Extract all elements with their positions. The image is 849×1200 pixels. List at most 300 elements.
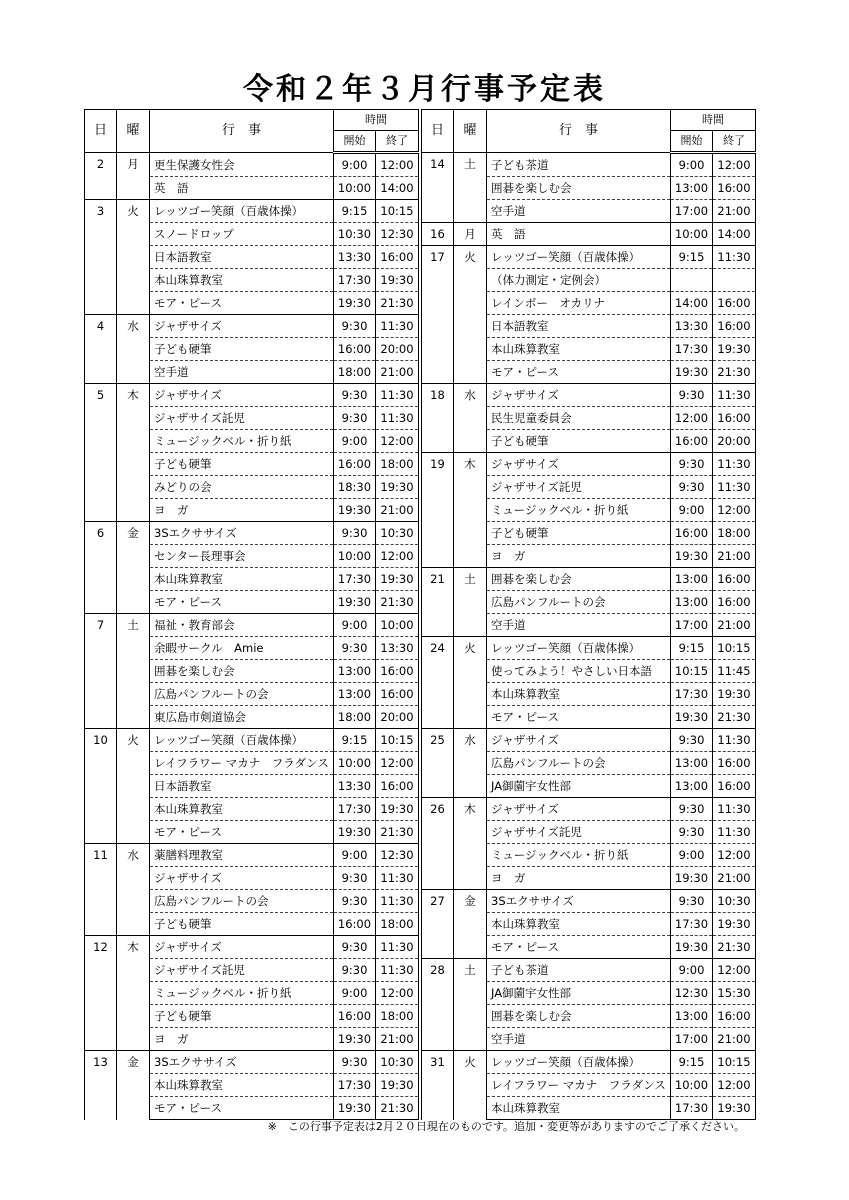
end-time-cell: 21:30 <box>376 821 419 844</box>
end-time-cell: 12:00 <box>376 430 419 453</box>
event-name-cell: 子ども硬筆 <box>487 430 671 453</box>
weekday-cell: 木 <box>454 798 487 890</box>
start-time-cell <box>671 269 713 292</box>
start-time-cell: 13:00 <box>671 177 713 200</box>
start-time-cell: 9:30 <box>334 315 376 338</box>
end-time-cell: 11:30 <box>713 798 756 821</box>
start-time-cell: 12:30 <box>671 982 713 1005</box>
start-time-cell: 9:30 <box>671 890 713 913</box>
start-time-cell: 12:00 <box>671 407 713 430</box>
end-time-cell: 14:00 <box>376 177 419 200</box>
start-time-cell: 16:00 <box>334 913 376 936</box>
end-time-cell: 11:30 <box>713 384 756 407</box>
event-name-cell: モア・ピース <box>487 706 671 729</box>
start-time-cell: 13:00 <box>671 591 713 614</box>
end-time-cell: 10:30 <box>376 522 419 545</box>
start-time-cell: 17:30 <box>671 913 713 936</box>
day-cell: 31 <box>422 1051 454 1120</box>
end-time-cell: 12:00 <box>713 499 756 522</box>
day-cell: 21 <box>422 568 454 637</box>
event-name-cell: モア・ピース <box>150 292 334 315</box>
event-name-cell: ヨ ガ <box>487 545 671 568</box>
start-time-cell: 18:30 <box>334 476 376 499</box>
end-time-cell: 21:00 <box>713 1028 756 1051</box>
weekday-cell: 水 <box>117 315 150 384</box>
start-time-cell: 9:00 <box>334 430 376 453</box>
start-time-cell: 14:00 <box>671 292 713 315</box>
table-row <box>422 384 756 407</box>
event-name-cell: スノードロップ <box>150 223 334 246</box>
table-row <box>422 453 756 476</box>
event-name-cell: 広島パンフルートの会 <box>487 752 671 775</box>
end-time-cell: 12:00 <box>713 959 756 982</box>
start-time-cell: 9:15 <box>671 246 713 269</box>
event-name-cell: 本山珠算教室 <box>150 798 334 821</box>
start-time-cell: 9:00 <box>334 982 376 1005</box>
start-time-cell: 19:30 <box>334 821 376 844</box>
start-time-cell: 9:30 <box>334 522 376 545</box>
day-cell: 2 <box>85 153 117 200</box>
header-event: 行 事 <box>487 110 671 153</box>
start-time-cell: 10:15 <box>671 660 713 683</box>
event-name-cell: 本山珠算教室 <box>487 338 671 361</box>
end-time-cell: 18:00 <box>376 453 419 476</box>
end-time-cell: 21:30 <box>376 1097 419 1120</box>
start-time-cell: 9:30 <box>334 1051 376 1074</box>
event-name-cell: ミュージックベル・折り紙 <box>150 430 334 453</box>
table-row <box>422 729 756 752</box>
start-time-cell: 17:30 <box>671 683 713 706</box>
end-time-cell: 12:30 <box>376 844 419 867</box>
weekday-cell: 土 <box>454 153 487 223</box>
end-time-cell: 16:00 <box>713 775 756 798</box>
event-name-cell: 本山珠算教室 <box>150 1074 334 1097</box>
table-row <box>85 614 419 637</box>
day-cell: 18 <box>422 384 454 453</box>
start-time-cell: 19:30 <box>334 591 376 614</box>
header-weekday: 曜 <box>117 110 150 153</box>
start-time-cell: 19:30 <box>671 867 713 890</box>
end-time-cell: 19:30 <box>713 913 756 936</box>
start-time-cell: 9:00 <box>334 844 376 867</box>
day-cell: 19 <box>422 453 454 568</box>
event-name-cell: 子ども硬筆 <box>150 338 334 361</box>
end-time-cell: 21:30 <box>376 591 419 614</box>
end-time-cell: 10:30 <box>376 1051 419 1074</box>
start-time-cell: 16:00 <box>334 1005 376 1028</box>
end-time-cell: 16:00 <box>376 775 419 798</box>
end-time-cell: 16:00 <box>713 752 756 775</box>
end-time-cell: 21:00 <box>713 545 756 568</box>
end-time-cell: 16:00 <box>713 591 756 614</box>
table-row <box>422 1051 756 1074</box>
header-weekday: 曜 <box>454 110 487 153</box>
start-time-cell: 10:00 <box>334 545 376 568</box>
end-time-cell: 16:00 <box>713 292 756 315</box>
weekday-cell: 金 <box>454 890 487 959</box>
start-time-cell: 9:00 <box>671 844 713 867</box>
table-row <box>85 153 419 177</box>
event-name-cell: 本山珠算教室 <box>487 683 671 706</box>
end-time-cell: 11:30 <box>713 246 756 269</box>
start-time-cell: 9:00 <box>671 499 713 522</box>
start-time-cell: 17:30 <box>671 1097 713 1120</box>
table-row <box>422 798 756 821</box>
end-time-cell: 11:30 <box>713 453 756 476</box>
start-time-cell: 18:00 <box>334 361 376 384</box>
end-time-cell: 12:00 <box>713 844 756 867</box>
event-name-cell: モア・ピース <box>150 821 334 844</box>
day-cell: 13 <box>85 1051 117 1120</box>
table-row <box>422 568 756 591</box>
event-name-cell: 3Sエクササイズ <box>487 890 671 913</box>
table-row <box>85 729 419 752</box>
header-event: 行 事 <box>150 110 334 153</box>
weekday-cell: 火 <box>117 729 150 844</box>
start-time-cell: 9:15 <box>671 637 713 660</box>
event-name-cell: センター長理事会 <box>150 545 334 568</box>
event-name-cell: 囲碁を楽しむ会 <box>487 568 671 591</box>
event-name-cell: 囲碁を楽しむ会 <box>150 660 334 683</box>
end-time-cell: 21:30 <box>376 292 419 315</box>
start-time-cell: 10:00 <box>334 177 376 200</box>
end-time-cell: 12:00 <box>713 153 756 177</box>
start-time-cell: 19:30 <box>671 936 713 959</box>
end-time-cell: 21:30 <box>713 706 756 729</box>
event-name-cell: ミュージックベル・折り紙 <box>487 499 671 522</box>
event-name-cell: ヨ ガ <box>487 867 671 890</box>
day-cell: 7 <box>85 614 117 729</box>
start-time-cell: 13:00 <box>671 1005 713 1028</box>
end-time-cell: 10:15 <box>713 1051 756 1074</box>
end-time-cell: 21:00 <box>376 361 419 384</box>
start-time-cell: 19:30 <box>671 545 713 568</box>
end-time-cell: 14:00 <box>713 223 756 246</box>
start-time-cell: 10:00 <box>671 223 713 246</box>
event-name-cell: 空手道 <box>487 614 671 637</box>
event-name-cell: ジャザサイズ <box>150 867 334 890</box>
start-time-cell: 9:30 <box>334 637 376 660</box>
table-row <box>422 246 756 269</box>
weekday-cell: 火 <box>454 637 487 729</box>
end-time-cell: 16:00 <box>713 568 756 591</box>
header-start: 開始 <box>334 131 376 153</box>
weekday-cell: 水 <box>117 844 150 936</box>
start-time-cell: 9:30 <box>671 453 713 476</box>
end-time-cell: 12:00 <box>713 1074 756 1097</box>
start-time-cell: 19:30 <box>334 499 376 522</box>
event-name-cell: ジャザサイズ <box>487 453 671 476</box>
event-name-cell: レインボー オカリナ <box>487 292 671 315</box>
event-name-cell: モア・ピース <box>150 591 334 614</box>
event-name-cell: 薬膳料理教室 <box>150 844 334 867</box>
start-time-cell: 13:30 <box>334 246 376 269</box>
event-name-cell: 子ども硬筆 <box>150 913 334 936</box>
event-name-cell: 囲碁を楽しむ会 <box>487 177 671 200</box>
start-time-cell: 9:30 <box>334 890 376 913</box>
table-row <box>85 1051 419 1074</box>
event-name-cell: モア・ピース <box>487 936 671 959</box>
day-cell: 10 <box>85 729 117 844</box>
header-day: 日 <box>422 110 454 153</box>
start-time-cell: 9:30 <box>334 936 376 959</box>
day-cell: 28 <box>422 959 454 1051</box>
event-name-cell: JA御薗宇女性部 <box>487 982 671 1005</box>
start-time-cell: 9:30 <box>334 407 376 430</box>
event-name-cell: 本山珠算教室 <box>487 913 671 936</box>
end-time-cell: 10:15 <box>376 200 419 223</box>
start-time-cell: 9:15 <box>334 200 376 223</box>
start-time-cell: 17:30 <box>334 568 376 591</box>
event-name-cell: 3Sエクササイズ <box>150 522 334 545</box>
header-day: 日 <box>85 110 117 153</box>
event-name-cell: 囲碁を楽しむ会 <box>487 1005 671 1028</box>
event-name-cell: 空手道 <box>487 200 671 223</box>
end-time-cell: 13:30 <box>376 637 419 660</box>
end-time-cell: 19:30 <box>713 338 756 361</box>
start-time-cell: 9:30 <box>671 476 713 499</box>
day-cell: 24 <box>422 637 454 729</box>
end-time-cell: 11:30 <box>376 890 419 913</box>
start-time-cell: 19:30 <box>334 1097 376 1120</box>
schedule-body-right <box>422 153 756 1120</box>
start-time-cell: 9:00 <box>334 614 376 637</box>
header-start: 開始 <box>671 131 713 153</box>
start-time-cell: 13:00 <box>334 683 376 706</box>
event-name-cell: レイフラワー マカナ フラダンス <box>487 1074 671 1097</box>
event-name-cell: レイフラワー マカナ フラダンス <box>150 752 334 775</box>
schedule-table-left <box>84 109 419 1120</box>
event-name-cell: 本山珠算教室 <box>150 269 334 292</box>
end-time-cell: 21:30 <box>713 936 756 959</box>
weekday-cell: 月 <box>454 223 487 246</box>
start-time-cell: 9:30 <box>671 729 713 752</box>
start-time-cell: 9:30 <box>334 384 376 407</box>
table-row <box>422 223 756 246</box>
end-time-cell: 18:00 <box>713 522 756 545</box>
start-time-cell: 19:30 <box>671 706 713 729</box>
weekday-cell: 木 <box>117 384 150 522</box>
start-time-cell: 13:00 <box>671 752 713 775</box>
end-time-cell: 21:30 <box>713 361 756 384</box>
header-end: 終了 <box>713 131 756 153</box>
end-time-cell: 10:30 <box>713 890 756 913</box>
start-time-cell: 9:00 <box>334 153 376 177</box>
event-name-cell: ジャザサイズ託児 <box>487 476 671 499</box>
weekday-cell: 水 <box>454 729 487 798</box>
weekday-cell: 月 <box>117 153 150 200</box>
start-time-cell: 9:30 <box>334 959 376 982</box>
start-time-cell: 18:00 <box>334 706 376 729</box>
weekday-cell: 火 <box>454 246 487 384</box>
page-title: 令和２年３月行事予定表 <box>243 72 606 107</box>
table-row <box>422 637 756 660</box>
end-time-cell: 16:00 <box>376 660 419 683</box>
end-time-cell: 16:00 <box>713 177 756 200</box>
end-time-cell: 10:00 <box>376 614 419 637</box>
end-time-cell: 19:30 <box>376 269 419 292</box>
end-time-cell: 15:30 <box>713 982 756 1005</box>
end-time-cell: 16:00 <box>713 407 756 430</box>
start-time-cell: 9:30 <box>334 867 376 890</box>
start-time-cell: 13:30 <box>334 775 376 798</box>
event-name-cell: ジャザサイズ <box>487 384 671 407</box>
end-time-cell: 18:00 <box>376 1005 419 1028</box>
start-time-cell: 13:00 <box>671 775 713 798</box>
schedule-table-right <box>421 109 756 1120</box>
start-time-cell: 9:30 <box>671 798 713 821</box>
header-end: 終了 <box>376 131 419 153</box>
end-time-cell: 12:00 <box>376 982 419 1005</box>
end-time-cell: 11:30 <box>376 315 419 338</box>
end-time-cell: 12:00 <box>376 545 419 568</box>
end-time-cell: 21:00 <box>376 1028 419 1051</box>
event-name-cell: レッツゴー笑顔（百歳体操） <box>150 200 334 223</box>
event-name-cell: 使ってみよう！やさしい日本語 <box>487 660 671 683</box>
end-time-cell <box>713 269 756 292</box>
start-time-cell: 17:30 <box>671 338 713 361</box>
event-name-cell: 広島パンフルートの会 <box>487 591 671 614</box>
end-time-cell: 10:15 <box>376 729 419 752</box>
event-name-cell: ジャザサイズ <box>487 798 671 821</box>
weekday-cell: 木 <box>454 453 487 568</box>
event-name-cell: ミュージックベル・折り紙 <box>150 982 334 1005</box>
event-name-cell: 民生児童委員会 <box>487 407 671 430</box>
end-time-cell: 16:00 <box>713 315 756 338</box>
event-name-cell: みどりの会 <box>150 476 334 499</box>
event-name-cell: 英 語 <box>487 223 671 246</box>
table-row <box>85 844 419 867</box>
end-time-cell: 16:00 <box>376 246 419 269</box>
start-time-cell: 19:30 <box>334 1028 376 1051</box>
end-time-cell: 16:00 <box>713 1005 756 1028</box>
day-cell: 26 <box>422 798 454 890</box>
end-time-cell: 11:30 <box>713 729 756 752</box>
end-time-cell: 21:00 <box>376 499 419 522</box>
event-name-cell: ジャザサイズ託児 <box>487 821 671 844</box>
day-cell: 6 <box>85 522 117 614</box>
schedule-body-left <box>85 153 419 1120</box>
day-cell: 16 <box>422 223 454 246</box>
event-name-cell: 英 語 <box>150 177 334 200</box>
start-time-cell: 17:30 <box>334 269 376 292</box>
weekday-cell: 火 <box>117 200 150 315</box>
end-time-cell: 12:30 <box>376 223 419 246</box>
event-name-cell: 更生保護女性会 <box>150 153 334 177</box>
end-time-cell: 11:30 <box>376 959 419 982</box>
header-time: 時間 <box>671 110 756 131</box>
event-name-cell: 福祉・教育部会 <box>150 614 334 637</box>
end-time-cell: 20:00 <box>713 430 756 453</box>
event-name-cell: レッツゴー笑顔（百歳体操） <box>487 246 671 269</box>
table-row <box>85 384 419 407</box>
event-name-cell: 空手道 <box>487 1028 671 1051</box>
end-time-cell: 11:30 <box>376 867 419 890</box>
day-cell: 3 <box>85 200 117 315</box>
end-time-cell: 19:30 <box>376 1074 419 1097</box>
event-name-cell: ミュージックベル・折り紙 <box>487 844 671 867</box>
weekday-cell: 木 <box>117 936 150 1051</box>
start-time-cell: 17:00 <box>671 1028 713 1051</box>
event-name-cell: レッツゴー笑顔（百歳体操） <box>487 637 671 660</box>
event-name-cell: JA御薗宇女性部 <box>487 775 671 798</box>
end-time-cell: 20:00 <box>376 706 419 729</box>
event-name-cell: 子ども硬筆 <box>150 453 334 476</box>
table-row <box>422 959 756 982</box>
start-time-cell: 16:00 <box>334 453 376 476</box>
start-time-cell: 13:00 <box>334 660 376 683</box>
event-name-cell: 日本語教室 <box>487 315 671 338</box>
event-name-cell: ヨ ガ <box>150 1028 334 1051</box>
event-name-cell: 日本語教室 <box>150 775 334 798</box>
start-time-cell: 16:00 <box>334 338 376 361</box>
weekday-cell: 金 <box>117 1051 150 1120</box>
start-time-cell: 17:00 <box>671 614 713 637</box>
event-name-cell: レッツゴー笑顔（百歳体操） <box>487 1051 671 1074</box>
end-time-cell: 19:30 <box>376 568 419 591</box>
end-time-cell: 11:30 <box>713 476 756 499</box>
event-name-cell: 本山珠算教室 <box>487 1097 671 1120</box>
start-time-cell: 10:00 <box>334 752 376 775</box>
day-cell: 12 <box>85 936 117 1051</box>
event-name-cell: ジャザサイズ託児 <box>150 407 334 430</box>
event-name-cell: ジャザサイズ <box>150 315 334 338</box>
start-time-cell: 10:30 <box>334 223 376 246</box>
weekday-cell: 火 <box>454 1051 487 1120</box>
start-time-cell: 17:30 <box>334 1074 376 1097</box>
end-time-cell: 16:00 <box>376 683 419 706</box>
table-row <box>85 315 419 338</box>
event-name-cell: 子ども硬筆 <box>487 522 671 545</box>
end-time-cell: 21:00 <box>713 614 756 637</box>
day-cell: 27 <box>422 890 454 959</box>
start-time-cell: 9:15 <box>334 729 376 752</box>
event-name-cell: 日本語教室 <box>150 246 334 269</box>
day-cell: 5 <box>85 384 117 522</box>
end-time-cell: 11:30 <box>376 407 419 430</box>
weekday-cell: 金 <box>117 522 150 614</box>
end-time-cell: 11:45 <box>713 660 756 683</box>
event-name-cell: 余暇サークル Amie <box>150 637 334 660</box>
event-name-cell: （体力測定・定例会） <box>487 269 671 292</box>
end-time-cell: 18:00 <box>376 913 419 936</box>
day-cell: 11 <box>85 844 117 936</box>
end-time-cell: 11:30 <box>376 384 419 407</box>
event-name-cell: レッツゴー笑顔（百歳体操） <box>150 729 334 752</box>
end-time-cell: 12:00 <box>376 752 419 775</box>
start-time-cell: 19:30 <box>334 292 376 315</box>
event-name-cell: モア・ピース <box>487 361 671 384</box>
weekday-cell: 土 <box>117 614 150 729</box>
start-time-cell: 13:30 <box>671 315 713 338</box>
event-name-cell: ヨ ガ <box>150 499 334 522</box>
event-name-cell: 東広島市剣道協会 <box>150 706 334 729</box>
end-time-cell: 21:00 <box>713 200 756 223</box>
event-name-cell: 子ども茶道 <box>487 959 671 982</box>
day-cell: 25 <box>422 729 454 798</box>
start-time-cell: 16:00 <box>671 522 713 545</box>
table-row <box>422 153 756 177</box>
end-time-cell: 19:30 <box>713 1097 756 1120</box>
event-name-cell: ジャザサイズ <box>487 729 671 752</box>
event-name-cell: 広島パンフルートの会 <box>150 890 334 913</box>
day-cell: 14 <box>422 153 454 223</box>
start-time-cell: 9:00 <box>671 959 713 982</box>
end-time-cell: 12:00 <box>376 153 419 177</box>
table-row <box>422 890 756 913</box>
end-time-cell: 19:30 <box>376 798 419 821</box>
day-cell: 17 <box>422 246 454 384</box>
